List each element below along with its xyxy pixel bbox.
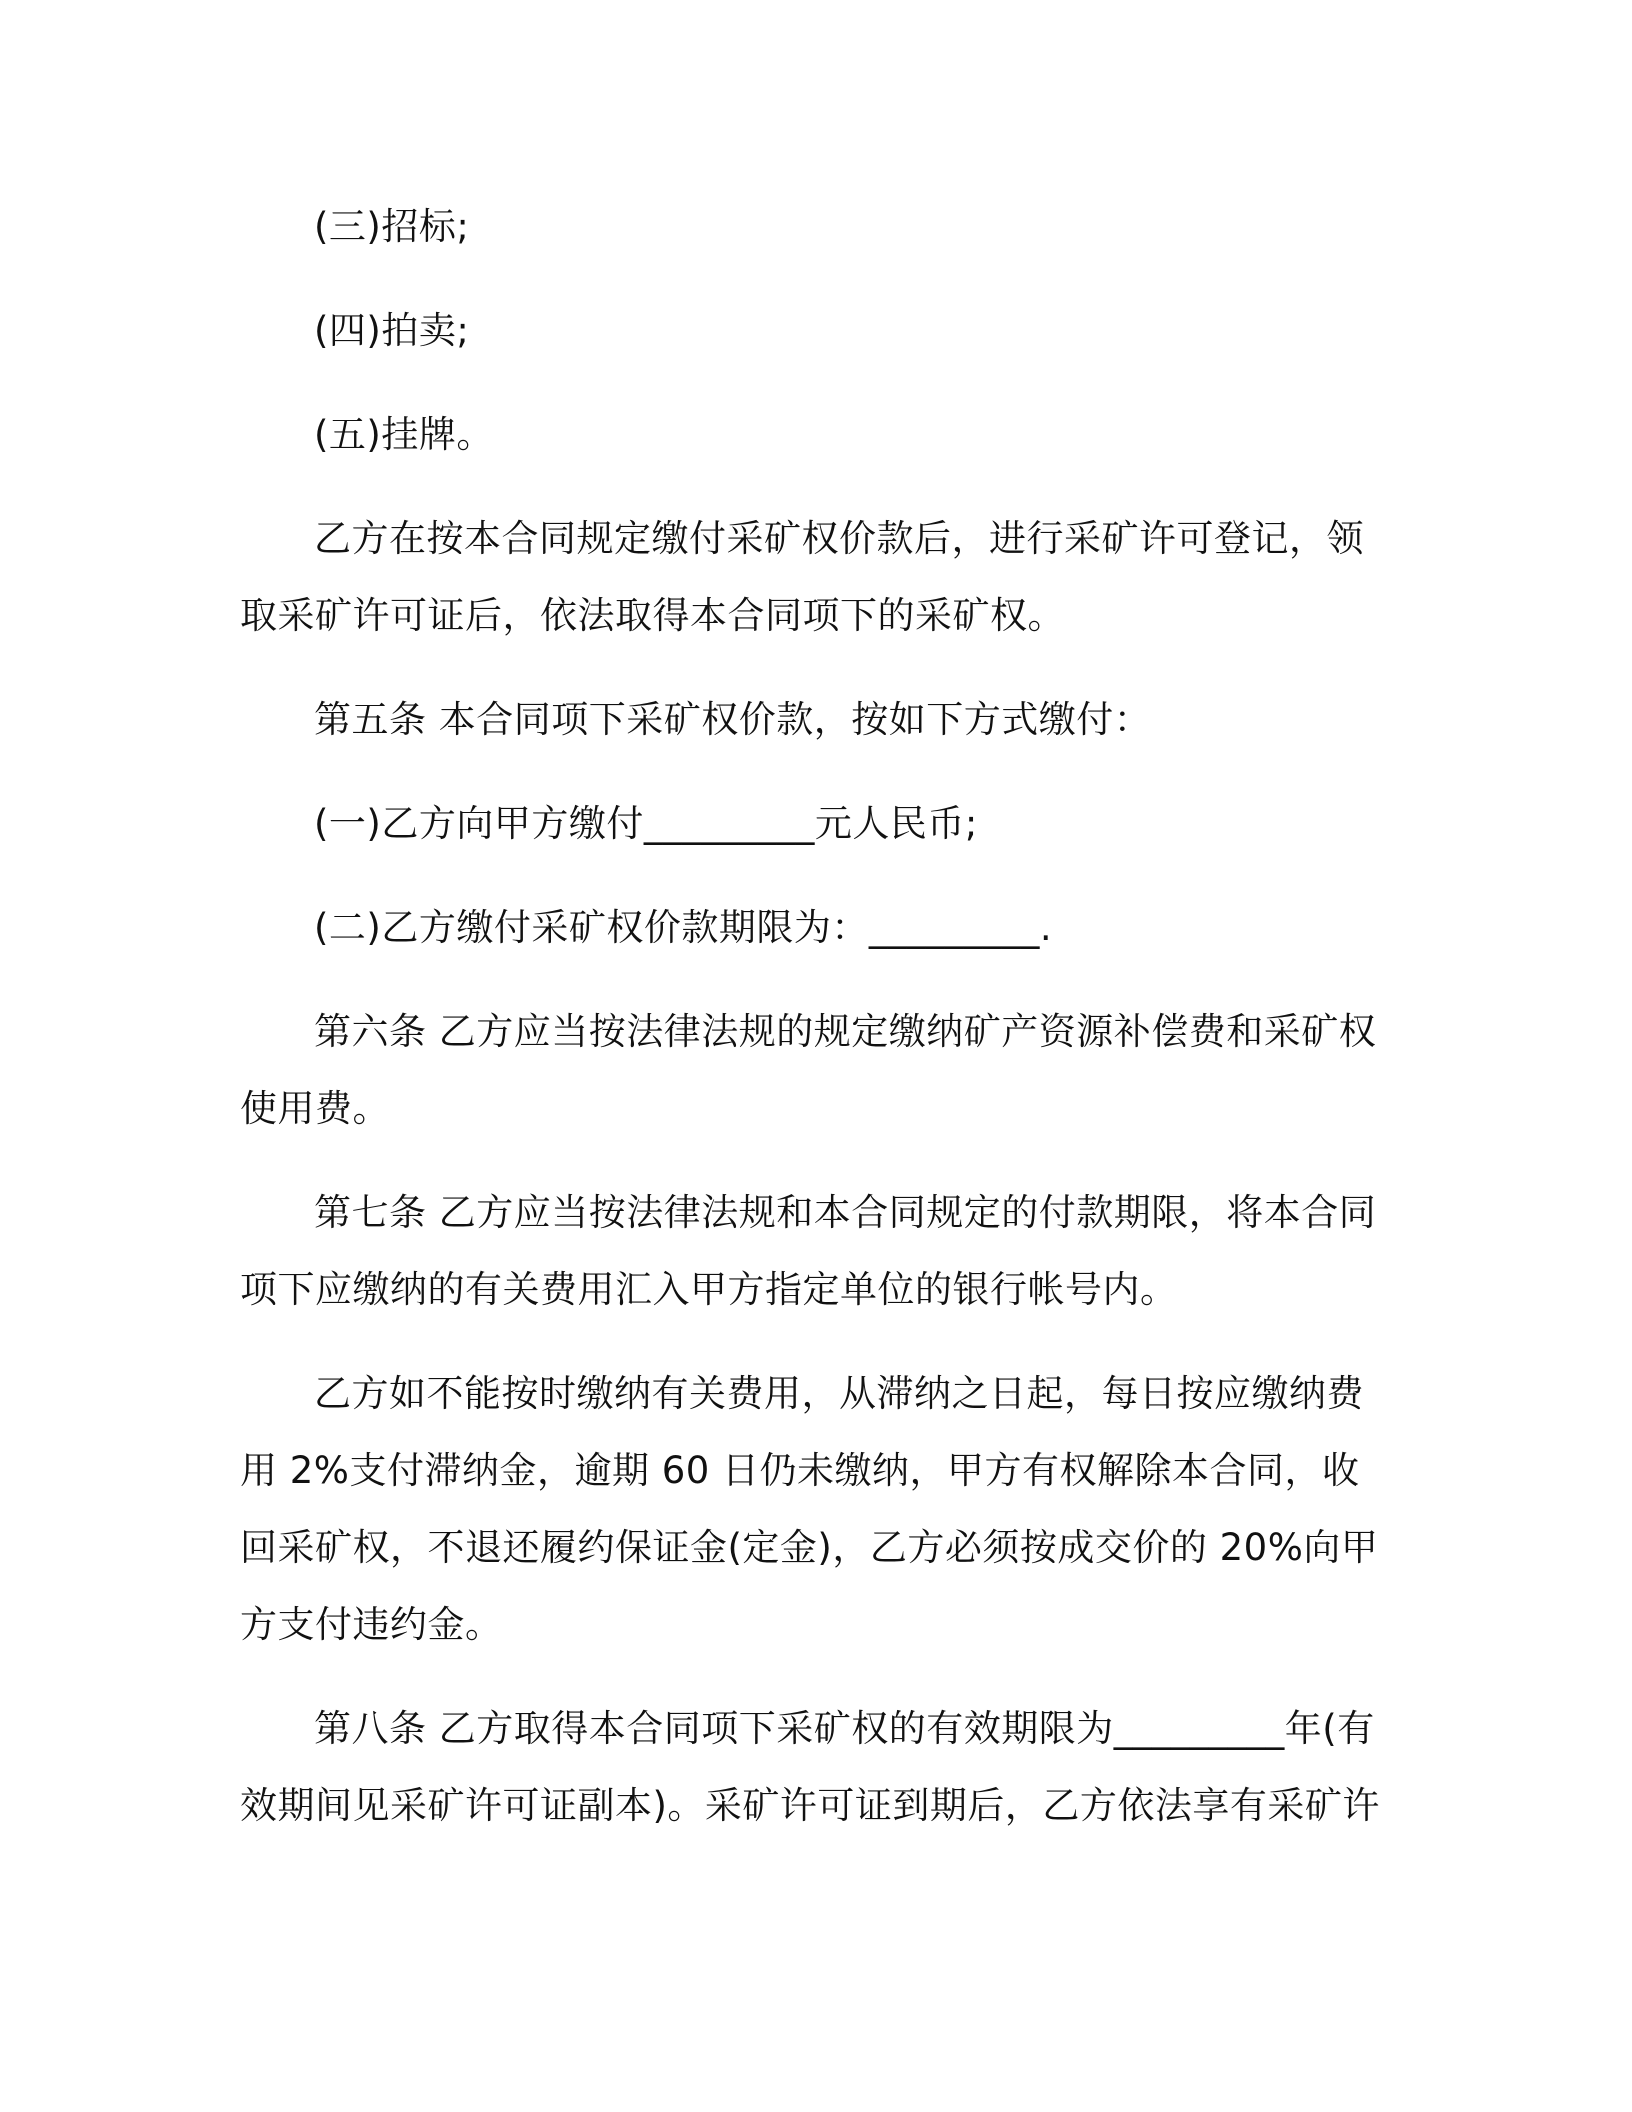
paragraph-mining-right-acquisition: 乙方在按本合同规定缴付采矿权价款后，进行采矿许可登记，领取采矿许可证后，依法取得本合同项下的采矿权。 (240, 517, 1364, 637)
article-7: 第七条 乙方应当按法律法规和本合同规定的付款期限，将本合同项下应缴纳的有关费用汇入甲方指定单位的银行帐号内。 (240, 1191, 1377, 1311)
article-5-item-amount: (一)乙方向甲方缴付_________元人民币; (314, 802, 978, 845)
article-5-item-deadline: (二)乙方缴付采矿权价款期限为：_________. (314, 906, 1053, 949)
list-item-tender: (三)招标; (314, 205, 470, 248)
article-8: 第八条 乙方取得本合同项下采矿权的有效期限为_________年(有效期间见采矿许可证副本)。采矿许可证到期后，乙方依法享有采矿许 (240, 1707, 1380, 1827)
document-body (240, 188, 1380, 1871)
article-6: 第六条 乙方应当按法律法规的规定缴纳矿产资源补偿费和采矿权使用费。 (240, 1010, 1377, 1130)
article-5-heading: 第五条 本合同项下采矿权价款，按如下方式缴付： (314, 698, 1152, 741)
list-item-auction: (四)拍卖; (314, 309, 470, 352)
list-item-listing: (五)挂牌。 (314, 413, 494, 456)
paragraph-late-payment-penalty: 乙方如不能按时缴纳有关费用，从滞纳之日起，每日按应缴纳费用 2%支付滞纳金，逾期 60 日仍未缴纳，甲方有权解除本合同，收回采矿权，不退还履约保证金(定金)，乙方必须按成交价的 20%向甲方支付违约金。 (240, 1372, 1379, 1646)
